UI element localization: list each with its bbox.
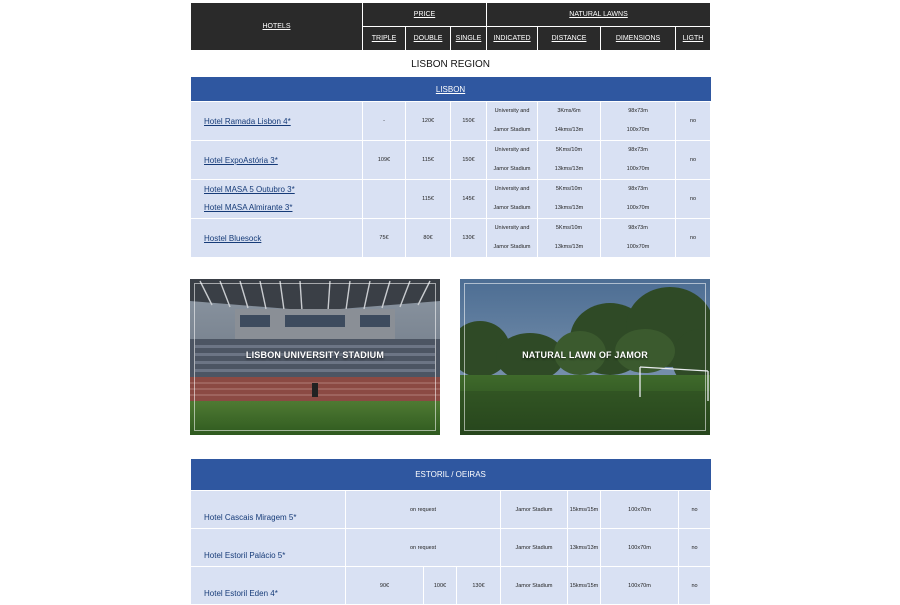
col-natural-lawns[interactable]: NATURAL LAWNS: [487, 3, 711, 27]
light-cell: no: [676, 219, 711, 258]
hotel-name: Hotel Estoril Eden 4*: [204, 589, 278, 598]
indicated-cell: Jamor Stadium: [501, 567, 568, 605]
price-single: 130€: [457, 567, 501, 605]
hotel-link[interactable]: Hotel MASA Almirante 3*: [204, 203, 293, 212]
dimensions-value: 98x73m: [628, 186, 648, 192]
distance-cell: [538, 141, 601, 180]
col-double[interactable]: DOUBLE: [406, 27, 451, 51]
indicated-value: University and: [494, 225, 530, 231]
dimensions-value: 98x73m: [628, 225, 648, 231]
table-row: [191, 529, 711, 567]
indicated-cell: [487, 141, 538, 180]
col-light[interactable]: LIGTH: [676, 27, 711, 51]
dimensions-cell: [601, 141, 676, 180]
price-single: 150€: [451, 102, 487, 141]
col-single[interactable]: SINGLE: [451, 27, 487, 51]
distance-cell: 13kms/13m: [568, 529, 601, 567]
price-on-request: on request: [346, 529, 501, 567]
price-single: 150€: [451, 141, 487, 180]
col-triple[interactable]: TRIPLE: [363, 27, 406, 51]
lawn-caption: NATURAL LAWN OF JAMOR: [522, 350, 648, 360]
indicated-value: University and: [494, 108, 530, 114]
stadium-photo[interactable]: [190, 279, 440, 435]
col-price[interactable]: PRICE: [363, 3, 487, 27]
table-row: [191, 567, 711, 605]
dimensions-cell: 100x70m: [601, 491, 679, 529]
lawn-photo[interactable]: [460, 279, 710, 435]
lisbon-hotels-table-wrap: [190, 2, 710, 258]
light-cell: no: [679, 567, 711, 605]
stadium-caption: LISBON UNIVERSITY STADIUM: [245, 350, 385, 360]
distance-value: 13kms/13m: [554, 166, 584, 172]
price-double: 115€: [406, 180, 451, 219]
indicated-cell: [487, 219, 538, 258]
light-cell: no: [679, 529, 711, 567]
distance-cell: 15kms/15m: [568, 491, 601, 529]
dimensions-cell: [601, 219, 676, 258]
col-indicated[interactable]: INDICATED: [487, 27, 538, 51]
distance-value: 5Kms/10m: [555, 147, 583, 153]
table-row: [191, 180, 711, 219]
distance-value: 3Kms/6m: [557, 108, 581, 114]
price-double: 100€: [424, 567, 457, 605]
lisbon-band: [191, 77, 711, 102]
indicated-cell: Jamor Stadium: [501, 529, 568, 567]
photo-row: [190, 279, 710, 435]
hotel-cell: [191, 180, 363, 219]
light-cell: no: [676, 180, 711, 219]
hotel-cell: [191, 219, 363, 258]
lisbon-rows: [191, 102, 711, 258]
dimensions-value: 100x70m: [626, 166, 650, 172]
table-row: [191, 102, 711, 141]
estoril-rows: [191, 491, 711, 605]
light-cell: no: [679, 491, 711, 529]
distance-value: 5Kms/10m: [555, 225, 583, 231]
indicated-value: Jamor Stadium: [493, 127, 531, 133]
hotel-cell: [191, 491, 346, 529]
indicated-value: Jamor Stadium: [493, 166, 531, 172]
indicated-cell: [487, 102, 538, 141]
distance-value: 13kms/13m: [554, 244, 584, 250]
price-double: 80€: [406, 219, 451, 258]
hotel-cell: [191, 529, 346, 567]
hotel-cell: [191, 141, 363, 180]
indicated-value: University and: [494, 186, 530, 192]
hotel-cell: [191, 567, 346, 605]
price-single: 130€: [451, 219, 487, 258]
distance-cell: [538, 102, 601, 141]
distance-value: 14kms/13m: [554, 127, 584, 133]
table-row: [191, 141, 711, 180]
indicated-value: Jamor Stadium: [493, 205, 531, 211]
hotel-name: Hotel Cascais Miragem 5*: [204, 513, 297, 522]
distance-cell: [538, 180, 601, 219]
light-cell: no: [676, 102, 711, 141]
price-triple: 109€: [363, 141, 406, 180]
hotel-cell: [191, 102, 363, 141]
hotel-link[interactable]: Hostel Bluesock: [204, 233, 262, 243]
col-dimensions[interactable]: DIMENSIONS: [601, 27, 676, 51]
dimensions-value: 98x73m: [628, 147, 648, 153]
lisbon-hotels-table: [190, 2, 711, 258]
hotel-name: Hotel Estoril Palácio 5*: [204, 551, 286, 560]
distance-value: 5Kms/10m: [555, 186, 583, 192]
dimensions-cell: [601, 180, 676, 219]
dimensions-value: 100x70m: [626, 127, 650, 133]
dimensions-cell: 100x70m: [601, 529, 679, 567]
col-distance[interactable]: DISTANCE: [538, 27, 601, 51]
estoril-hotels-table: [190, 459, 711, 605]
indicated-value: Jamor Stadium: [493, 244, 531, 250]
col-hotels[interactable]: HOTELS: [191, 3, 363, 51]
distance-cell: [538, 219, 601, 258]
hotel-link[interactable]: Hotel MASA 5 Outubro 3*: [204, 185, 295, 194]
price-triple: -: [363, 102, 406, 141]
price-triple: 90€: [346, 567, 424, 605]
price-triple: 75€: [363, 219, 406, 258]
indicated-cell: Jamor Stadium: [501, 491, 568, 529]
indicated-value: University and: [494, 147, 530, 153]
region-title: LISBON REGION: [191, 51, 711, 78]
dimensions-cell: 100x70m: [601, 567, 679, 605]
table-row: [191, 491, 711, 529]
hotel-link[interactable]: Hotel ExpoAstória 3*: [204, 155, 278, 165]
price-triple: [363, 180, 406, 219]
price-on-request: on request: [346, 491, 501, 529]
dimensions-value: 100x70m: [626, 244, 650, 250]
distance-cell: 15kms/15m: [568, 567, 601, 605]
light-cell: no: [676, 141, 711, 180]
price-double: 115€: [406, 141, 451, 180]
distance-value: 13kms/13m: [554, 205, 584, 211]
dimensions-value: 100x70m: [626, 205, 650, 211]
hotel-link[interactable]: Hotel Ramada Lisbon 4*: [204, 116, 291, 126]
table-row: [191, 219, 711, 258]
indicated-cell: [487, 180, 538, 219]
price-double: 120€: [406, 102, 451, 141]
price-single: 145€: [451, 180, 487, 219]
lisbon-link[interactable]: LISBON: [435, 84, 466, 94]
estoril-band: ESTORIL / OEIRAS: [191, 459, 711, 491]
dimensions-cell: [601, 102, 676, 141]
dimensions-value: 98x73m: [628, 108, 648, 114]
estoril-hotels-table-wrap: [190, 459, 710, 605]
